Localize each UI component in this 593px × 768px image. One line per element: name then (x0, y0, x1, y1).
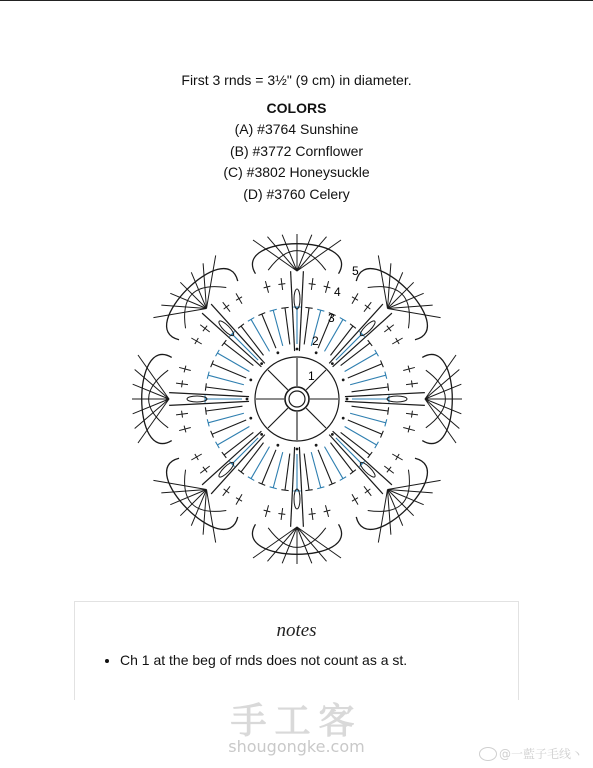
round-3-stitch (251, 319, 270, 351)
round-3-stitch-top (205, 407, 206, 414)
round-4-stitch-cross (203, 326, 207, 332)
petal-fan-stitch (388, 480, 441, 489)
round-3-stitch (304, 454, 309, 491)
color-item-a: (A) #3764 Sunshine (234, 121, 359, 137)
round-3-stitch (304, 308, 309, 345)
round-3-stitch-top (238, 470, 244, 474)
petal-fan-stitch (378, 255, 387, 308)
round-3-stitch (350, 413, 386, 423)
round-1-stitch (268, 408, 288, 428)
round-3-stitch (285, 454, 290, 491)
round-3-stitch-top (205, 383, 206, 390)
round-2-chain (315, 351, 318, 354)
round-3-stitch (273, 310, 283, 346)
round-4-stitch-cross (396, 454, 399, 460)
round-2-chain (260, 433, 263, 436)
round-4-stitch-cross (387, 326, 391, 332)
round-3-stitch-top (305, 490, 312, 491)
round-2-chain (315, 444, 318, 447)
round-4-stitch-cross (182, 380, 183, 387)
round-4-stitch-cross (182, 411, 183, 418)
round-4-stitch-cross (203, 467, 207, 473)
petal-cluster-stitch (169, 393, 249, 397)
round-3-stitch-top (222, 340, 226, 346)
round-4-stitch-cross (278, 284, 285, 285)
round-3-stitch (206, 387, 243, 392)
round-label-5: 5 (352, 264, 359, 278)
round-4-stitch-cross (365, 489, 371, 493)
round-3-stitch-top (368, 340, 372, 346)
round-label-2: 2 (312, 334, 319, 348)
crochet-chart-diagram (112, 222, 482, 590)
petal-cluster-stitch (291, 447, 295, 527)
petal-fan-stitch (388, 282, 414, 308)
notes-title: notes (276, 620, 317, 641)
round-4-stitch-cross (412, 411, 413, 418)
round-3-stitch (285, 308, 290, 345)
petal-fan-stitch (388, 490, 414, 516)
round-3-stitch-top (281, 307, 288, 308)
round-3-stitch (208, 375, 244, 385)
round-3-stitch-top (222, 452, 226, 458)
round-label-3: 3 (328, 311, 335, 325)
round-2-chain (276, 444, 279, 447)
petal-fan-stitch (206, 490, 215, 543)
notes-box (74, 601, 519, 700)
petal-cluster-stitch (345, 393, 425, 397)
round-4-stitch-cross (224, 489, 230, 493)
round-3-stitch-top (350, 470, 356, 474)
petal-cluster-oval (387, 396, 407, 402)
round-3-stitch (348, 420, 382, 434)
petal-cluster-oval (294, 289, 300, 309)
round-3-stitch-top (375, 350, 379, 356)
round-3-stitch (336, 334, 362, 360)
weibo-icon (479, 747, 497, 761)
notes-item: • Ch 1 at the beg of rnds does not count as a st. (120, 652, 407, 668)
round-4-stitch-cross (236, 297, 242, 300)
round-3-stitch (217, 427, 249, 446)
round-2-chain (331, 362, 334, 365)
round-3-stitch (262, 450, 276, 484)
round-3-stitch-top (216, 442, 220, 448)
round-3-stitch (336, 438, 362, 464)
round-4-stitch-cross (396, 338, 399, 344)
round-4-stitch-cross (365, 305, 371, 309)
petal-cluster-oval (294, 489, 300, 509)
color-item-b: (B) #3772 Cornflower (229, 143, 364, 159)
colors-title: COLORS (266, 100, 327, 116)
round-label-4: 4 (334, 285, 341, 299)
round-3-stitch-top (375, 442, 379, 448)
round-3-stitch (350, 375, 386, 385)
round-4-stitch-cross (352, 297, 358, 300)
round-4-stitch-cross (224, 305, 230, 309)
round-4-stitch-cross (309, 284, 316, 285)
round-3-stitch (251, 447, 270, 479)
round-4-stitch-cross (195, 454, 198, 460)
round-3-stitch (212, 420, 246, 434)
round-3-stitch-top (388, 407, 389, 414)
round-3-stitch (262, 314, 276, 348)
round-3-stitch (232, 438, 258, 464)
round-2-chain (249, 417, 252, 420)
size-line: First 3 rnds = 3½" (9 cm) in diameter. (181, 72, 412, 88)
round-3-stitch-top (248, 318, 254, 322)
round-2-chain (276, 351, 279, 354)
round-2-chain (296, 448, 299, 451)
round-3-stitch (206, 406, 243, 411)
petal-fan-stitch (206, 255, 215, 308)
round-3-stitch (352, 387, 389, 392)
round-3-stitch (208, 413, 244, 423)
round-3-stitch-top (340, 477, 346, 481)
round-2-chain (296, 348, 299, 351)
round-3-stitch (348, 364, 382, 378)
round-3-stitch-top (238, 324, 244, 328)
round-label-1: 1 (308, 369, 315, 383)
round-2-chain (331, 433, 334, 436)
watermark-url: shougongke.com (228, 737, 365, 756)
round-3-stitch-top (281, 490, 288, 491)
round-3-stitch (273, 452, 283, 488)
round-3-stitch-top (248, 477, 254, 481)
round-2-chain (249, 378, 252, 381)
petal-fan-stitch (180, 282, 206, 308)
round-3-stitch-top (350, 324, 356, 328)
round-4-stitch-cross (278, 514, 285, 515)
round-3-stitch (212, 364, 246, 378)
round-1-stitch (306, 408, 326, 428)
center-ring-inner (289, 391, 305, 407)
round-4-stitch-cross (352, 498, 358, 501)
round-3-stitch-top (368, 452, 372, 458)
round-3-stitch (217, 353, 249, 372)
watermark-brand-chinese: 手工客 (230, 701, 363, 742)
round-3-stitch-top (305, 307, 312, 308)
petal-cluster-stitch (291, 271, 295, 351)
round-3-stitch-top (340, 318, 346, 322)
round-2-chain (260, 362, 263, 365)
petal-cluster-stitch (299, 447, 303, 527)
petal-cluster-stitch (345, 401, 425, 405)
notes-list (105, 652, 407, 668)
round-1-stitch (268, 370, 288, 390)
round-2-chain (246, 398, 249, 401)
round-3-stitch (345, 353, 377, 372)
round-3-stitch (325, 447, 344, 479)
round-3-stitch (318, 450, 332, 484)
round-4-stitch-cross (236, 498, 242, 501)
petal-cluster-oval (187, 396, 207, 402)
round-4-stitch-cross (195, 338, 198, 344)
round-3-stitch-top (216, 350, 220, 356)
color-item-d: (D) #3760 Celery (243, 186, 350, 202)
round-3-stitch (232, 334, 258, 360)
petal-fan-stitch (180, 490, 206, 516)
weibo-watermark (479, 745, 583, 762)
round-3-stitch (352, 406, 389, 411)
round-3-stitch (345, 427, 377, 446)
petal-fan-stitch (153, 480, 206, 489)
round-2-chain (342, 378, 345, 381)
round-4-stitch-cross (309, 514, 316, 515)
top-rule (0, 0, 593, 1)
petal-fan-stitch (378, 490, 387, 543)
color-item-c: (C) #3802 Honeysuckle (223, 164, 370, 180)
round-4-stitch-cross (387, 467, 391, 473)
round-4-stitch-cross (412, 380, 413, 387)
round-3-stitch-top (388, 383, 389, 390)
weibo-handle: @一藍子毛线丶 (498, 747, 583, 761)
round-2-chain (342, 417, 345, 420)
petal-cluster-stitch (169, 401, 249, 405)
petal-fan-stitch (388, 308, 441, 317)
petal-fan-stitch (153, 308, 206, 317)
round-3-stitch (311, 452, 321, 488)
round-2-chain (346, 398, 349, 401)
petal-cluster-stitch (299, 271, 303, 351)
